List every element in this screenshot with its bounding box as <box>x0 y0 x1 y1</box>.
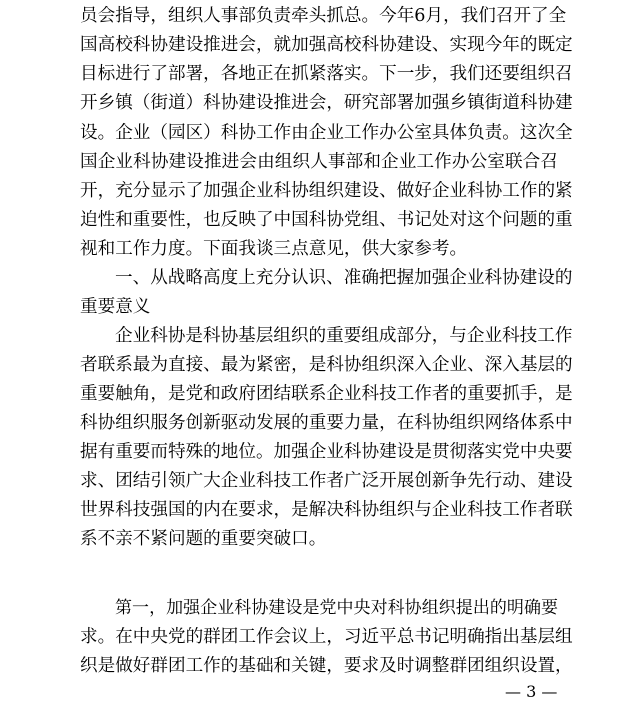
page-number: — 3 — <box>505 682 558 701</box>
text-line: 视和工作力度。下面我谈三点意见，供大家参考。 <box>80 239 468 259</box>
text-line: 企业科协是科协基层组织的重要组成部分，与企业科技工作 <box>115 326 573 346</box>
text-line: 求、团结引领广大企业科技工作者广泛开展创新争先行动、建设 <box>80 471 573 491</box>
text-line: 者联系最为直接、最为紧密，是科协组织深入企业、深入基层的 <box>80 355 573 375</box>
text-line: 据有重要而特殊的地位。加强企业科协建设是贯彻落实党中央要 <box>80 442 573 462</box>
text-line: 科协组织服务创新驱动发展的重要力量，在科协组织网络体系中 <box>80 413 573 433</box>
text-line: 迫性和重要性，也反映了中国科协党组、书记处对这个问题的重 <box>80 210 573 230</box>
text-line: 国企业科协建设推进会由组织人事部和企业工作办公室联合召 <box>80 152 558 172</box>
text-line: 国高校科协建设推进会，就加强高校科协建设、实现今年的既定 <box>80 35 573 55</box>
subsection-line: 第一，加强企业科协建设是党中央对科协组织提出的明确要 <box>115 598 558 618</box>
text-line: 开乡镇（街道）科协建设推进会，研究部署加强乡镇街道科协建 <box>80 93 573 113</box>
text-line: 织是做好群团工作的基础和关键，要求及时调整群团组织设置， <box>80 656 573 676</box>
section-heading: 一、从战略高度上充分认识、准确把握加强企业科协建设的 <box>115 268 573 288</box>
text-line: 员会指导，组织人事部负责牵头抓总。今年6月，我们召开了全 <box>80 6 567 26</box>
text-line: 求。在中央党的群团工作会议上，习近平总书记明确指出基层组 <box>80 627 573 647</box>
text-line: 重要触角，是党和政府团结联系企业科技工作者的重要抓手，是 <box>80 384 573 404</box>
text-line: 世界科技强国的内在要求，是解决科协组织与企业科技工作者联 <box>80 500 573 520</box>
text-line: 开，充分显示了加强企业科协组织建设、做好企业科协工作的紧 <box>80 181 573 201</box>
text-line: 设。企业（园区）科协工作由企业工作办公室具体负责。这次全 <box>80 123 573 143</box>
text-line: 目标进行了部署，各地正在抓紧落实。下一步，我们还要组织召 <box>80 64 573 84</box>
section-heading-continued: 重要意义 <box>80 297 151 317</box>
text-line: 系不亲不紧问题的重要突破口。 <box>80 529 327 549</box>
